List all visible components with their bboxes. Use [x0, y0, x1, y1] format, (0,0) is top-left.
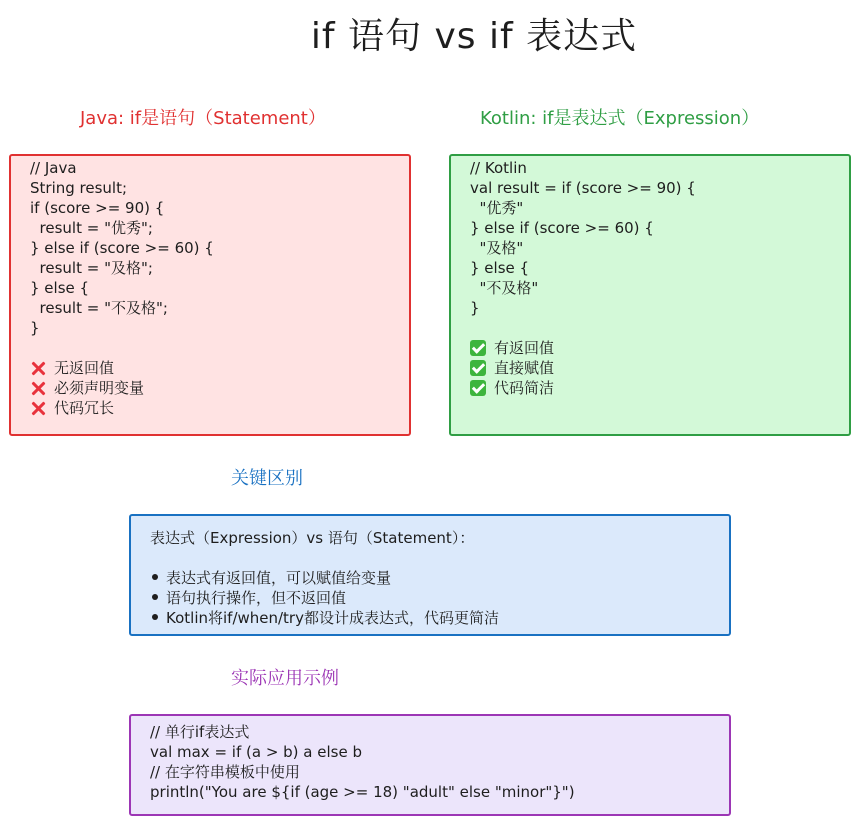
cross-mark-icon: [30, 360, 46, 376]
bullet-icon: [152, 574, 158, 580]
kotlin-benefits-list: [470, 338, 554, 398]
page-title: if 语句 vs if 表达式: [310, 16, 638, 57]
drawback-text: 必须声明变量: [54, 379, 145, 397]
code-line: val result = if (score >= 90) {: [470, 179, 696, 197]
cross-mark-icon: [30, 380, 46, 396]
list-item: [470, 338, 554, 358]
java-code-block: [30, 158, 214, 338]
code-line: // 单行if表达式: [150, 723, 250, 741]
code-line: result = "不及格";: [30, 299, 168, 317]
check-mark-icon: [470, 380, 486, 396]
list-item: [150, 588, 499, 608]
code-line: } else {: [30, 279, 90, 297]
code-line: // 在字符串模板中使用: [150, 763, 300, 781]
code-line: println("You are ${if (age >= 18) "adult" else "minor"}"): [150, 783, 575, 801]
list-item: [470, 378, 554, 398]
difference-text: 表达式有返回值，可以赋值给变量: [166, 569, 392, 587]
kotlin-code-block: [470, 158, 696, 318]
java-drawbacks-list: [30, 358, 144, 418]
examples-code-block: [150, 722, 575, 802]
code-line: }: [30, 319, 40, 337]
list-item: [470, 358, 554, 378]
benefit-text: 代码简洁: [494, 379, 555, 397]
code-line: val max = if (a > b) a else b: [150, 743, 362, 761]
examples-heading: 实际应用示例: [231, 668, 339, 689]
drawback-text: 代码冗长: [54, 399, 115, 417]
bullet-icon: [152, 614, 158, 620]
code-line: } else {: [470, 259, 530, 277]
differences-heading: 关键区别: [231, 468, 303, 489]
code-line: result = "及格";: [30, 259, 153, 277]
list-item: [30, 398, 144, 418]
list-item: [30, 378, 144, 398]
benefit-text: 直接赋值: [494, 359, 555, 377]
code-line: "优秀": [470, 199, 524, 217]
benefit-text: 有返回值: [494, 339, 555, 357]
spacer: [150, 548, 499, 568]
differences-intro: 表达式（Expression）vs 语句（Statement）：: [150, 529, 475, 547]
bullet-icon: [152, 594, 158, 600]
differences-list: [150, 528, 499, 628]
code-line: if (score >= 90) {: [30, 199, 165, 217]
kotlin-heading: Kotlin: if是表达式（Expression）: [480, 108, 760, 129]
check-mark-icon: [470, 360, 486, 376]
code-line: } else if (score >= 60) {: [30, 239, 214, 257]
code-line: } else if (score >= 60) {: [470, 219, 654, 237]
list-item: [150, 568, 499, 588]
code-line: String result;: [30, 179, 128, 197]
cross-mark-icon: [30, 400, 46, 416]
list-item: [30, 358, 144, 378]
code-line: // Java: [30, 159, 77, 177]
difference-text: Kotlin将if/when/try都设计成表达式，代码更简洁: [166, 609, 499, 627]
java-heading: Java: if是语句（Statement）: [80, 108, 326, 129]
code-line: // Kotlin: [470, 159, 527, 177]
code-line: "不及格": [470, 279, 539, 297]
code-line: result = "优秀";: [30, 219, 153, 237]
difference-text: 语句执行操作，但不返回值: [166, 589, 347, 607]
list-item: [150, 608, 499, 628]
drawback-text: 无返回值: [54, 359, 115, 377]
code-line: }: [470, 299, 480, 317]
check-mark-icon: [470, 340, 486, 356]
code-line: "及格": [470, 239, 524, 257]
